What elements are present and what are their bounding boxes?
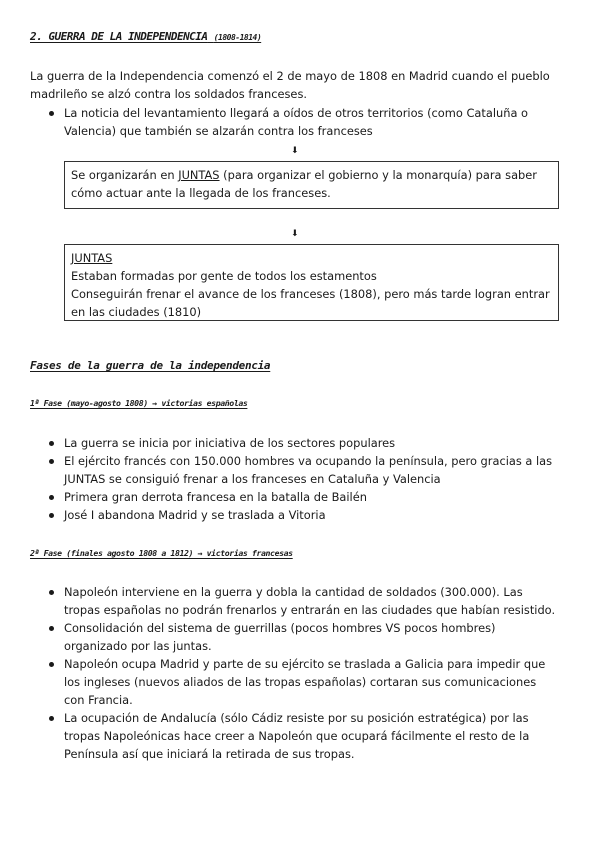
list-item: Consolidación del sistema de guerrillas (pocos hombres VS pocos hombres) organizado por las juntas.: [30, 619, 560, 655]
list-item: Napoleón interviene en la guerra y dobla la cantidad de soldados (300.000). Las tropas españolas no podrán frenarlos y entrarán en las ciudades que habían resistido.: [30, 583, 560, 619]
arrow-down-icon: ⬇: [291, 229, 299, 239]
box2-line2: Conseguirán frenar el avance de los franceses (1808), pero más tarde logran entrar en las ciudades (1810): [71, 287, 550, 319]
intro-paragraph: La guerra de la Independencia comenzó el 2 de mayo de 1808 en Madrid cuando el pueblo madrileño se alzó contra los soldados franceses.: [30, 69, 550, 101]
title-years: (1808-1814): [213, 33, 262, 42]
fase2-heading: 2ª Fase (finales agosto 1808 a 1812) → victorias francesas: [30, 548, 293, 558]
fase1-heading: 1ª Fase (mayo-agosto 1808) → victorias españolas: [30, 398, 248, 408]
juntas-detail-box: [64, 244, 559, 321]
box2-line1: Estaban formadas por gente de todos los estamentos: [71, 269, 377, 283]
fase1-list: [30, 434, 560, 524]
list-item: El ejército francés con 150.000 hombres va ocupando la península, pero gracias a las JUNTAS se consiguió frenar a los franceses en Cataluña y Valencia: [30, 452, 560, 488]
box1-text-before: Se organizarán en: [71, 168, 179, 182]
list-item: Napoleón ocupa Madrid y parte de su ejército se traslada a Galicia para impedir que los ingleses (nuevos aliados de las tropas españolas) cortaran sus comunicaciones con Francia.: [30, 655, 560, 709]
box1-text-after: (para organizar el gobierno y la monarquía) para saber cómo actuar ante la llegada de los franceses.: [71, 168, 537, 200]
intro-list: [30, 104, 560, 140]
box2-heading: JUNTAS: [71, 251, 113, 265]
juntas-info-box: [64, 161, 559, 209]
list-item: La guerra se inicia por iniciativa de los sectores populares: [30, 434, 560, 452]
arrow-down-icon: ⬇: [291, 146, 299, 156]
page-title: [30, 30, 261, 43]
title-main: 2. GUERRA DE LA INDEPENDENCIA: [30, 30, 208, 43]
list-item: José I abandona Madrid y se traslada a Vitoria: [30, 506, 560, 524]
section-title: Fases de la guerra de la independencia: [30, 359, 271, 372]
list-item: Primera gran derrota francesa en la batalla de Bailén: [30, 488, 560, 506]
list-item: La ocupación de Andalucía (sólo Cádiz resiste por su posición estratégica) por las tropas Napoleónicas hace creer a Napoleón que ocupará fácilmente el resto de la Península así que iniciará la retirada de sus tropas.: [30, 709, 560, 763]
box1-highlight: JUNTAS: [178, 168, 220, 182]
list-item: La noticia del levantamiento llegará a oídos de otros territorios (como Cataluña o Valencia) que también se alzarán contra los franceses: [30, 104, 560, 140]
fase2-list: [30, 583, 560, 763]
